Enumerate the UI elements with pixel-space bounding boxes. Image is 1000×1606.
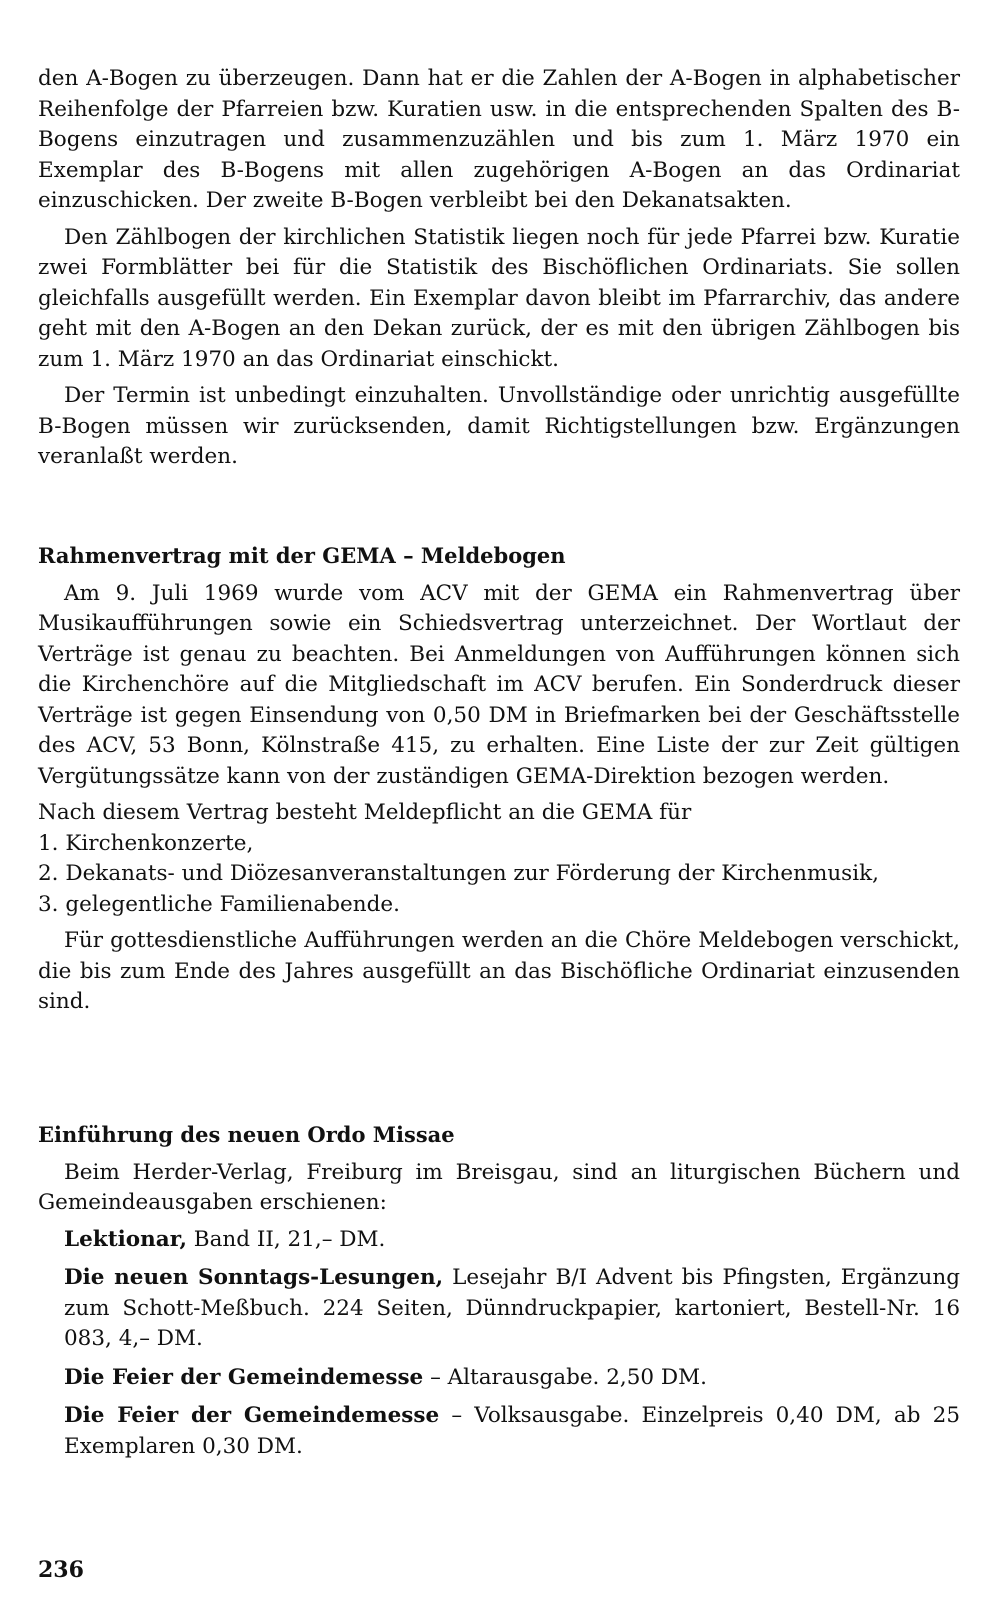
book-title: Lektionar, — [64, 1226, 187, 1252]
list-item: 2. Dekanats- und Diözesanveranstaltungen zur Förderung der Kirchenmusik, — [38, 861, 879, 886]
book-details: – Altarausgabe. 2,50 DM. — [423, 1364, 708, 1390]
gema-paragraph-1: Am 9. Juli 1969 wurde vom ACV mit der GEMA ein Rahmenvertrag über Musikaufführungen sowie ein Schiedsvertrag unterzeichnet. Der Wortlaut der Verträge ist genau zu beachten. Bei Anmeldungen von Aufführungen können sich die Kirchenchöre auf die Mitgliedschaft im ACV berufen. Ein Sonderdruck dieser Verträge ist gegen Einsendung von 0,50 DM in Briefmarken bei der Geschäftsstelle des ACV, 53 Bonn, Kölnstraße 415, zu erhalten. Eine Liste der zur Zeit gültigen Vergütungssätze kann von der zuständigen GEMA-Direktion bezogen werden. — [38, 580, 960, 789]
gema-list-intro: Nach diesem Vertrag besteht Meldepflicht an die GEMA für — [38, 800, 692, 825]
book-title: Die Feier der Gemeindemesse — [64, 1364, 424, 1390]
gema-section-heading: Rahmenvertrag mit der GEMA – Meldebogen — [38, 542, 566, 568]
book-details: Lesejahr B/I Advent bis Pfingsten, Ergänzung zum Schott-Meßbuch. 224 Seiten, Dünndruckpapier, kartoniert, Bestell-Nr. 16 083, 4,– DM. — [64, 1265, 960, 1351]
book-title: Die neuen Sonntags-Lesungen, — [64, 1265, 444, 1290]
intro-paragraph-1: den A-Bogen zu überzeugen. Dann hat er die Zahlen der A-Bogen in alphabetischer Reihenfolge der Pfarreien bzw. Kuratien usw. in die entsprechenden Spalten des B-Bogens einzutragen und zusammenzuzählen und bis zum 1. März 1970 ein Exemplar des B-Bogens mit allen zugehörigen A-Bogen an das Ordinariat einzuschicken. Der zweite B-Bogen verbleibt bei den Dekanatsakten. — [38, 66, 960, 213]
book-entry-sonntags-lesungen — [64, 1263, 960, 1355]
book-details: Band II, 21,– DM. — [186, 1226, 386, 1252]
gema-paragraph-2: Für gottesdienstliche Aufführungen werden an die Chöre Meldebogen verschickt, die bis zum Ende des Jahres ausgefüllt an das Bischöfliche Ordinariat einzusenden sind. — [38, 928, 960, 1014]
book-title: Die Feier der Gemeindemesse — [64, 1403, 440, 1428]
intro-paragraph-2: Den Zählbogen der kirchlichen Statistik liegen noch für jede Pfarrei bzw. Kuratie zwei Formblätter bei für die Statistik des Bischöflichen Ordinariats. Sie sollen gleichfalls ausgefüllt werden. Ein Exemplar davon bleibt im Pfarrarchiv, das andere geht mit den A-Bogen an den Dekan zurück, der es mit den übrigen Zählbogen bis zum 1. März 1970 an das Ordinariat einschickt. — [38, 224, 960, 372]
ordo-paragraph-1: Beim Herder-Verlag, Freiburg im Breisgau, sind an liturgischen Büchern und Gemeindeausgaben erschienen: — [38, 1159, 960, 1215]
list-item: 3. gelegentliche Familienabende. — [38, 891, 400, 917]
ordo-section-heading: Einführung des neuen Ordo Missae — [38, 1121, 455, 1147]
gema-obligation-list — [38, 829, 960, 921]
intro-paragraph-3: Der Termin ist unbedingt einzuhalten. Unvollständige oder unrichtig ausgefüllte B-Bogen müssen wir zurücksenden, damit Richtigstellungen bzw. Ergänzungen veranlaßt werden. — [38, 383, 960, 469]
list-item: 1. Kirchenkonzerte, — [38, 830, 254, 856]
book-entry-volksausgabe — [64, 1401, 960, 1462]
book-entry-altarausgabe — [64, 1363, 960, 1394]
page-number: 236 — [38, 1557, 84, 1583]
document-page — [38, 64, 960, 1470]
book-entry-lektionar — [64, 1225, 960, 1256]
book-details: – Volksausgabe. Einzelpreis 0,40 DM, ab 25 Exemplaren 0,30 DM. — [64, 1403, 960, 1459]
